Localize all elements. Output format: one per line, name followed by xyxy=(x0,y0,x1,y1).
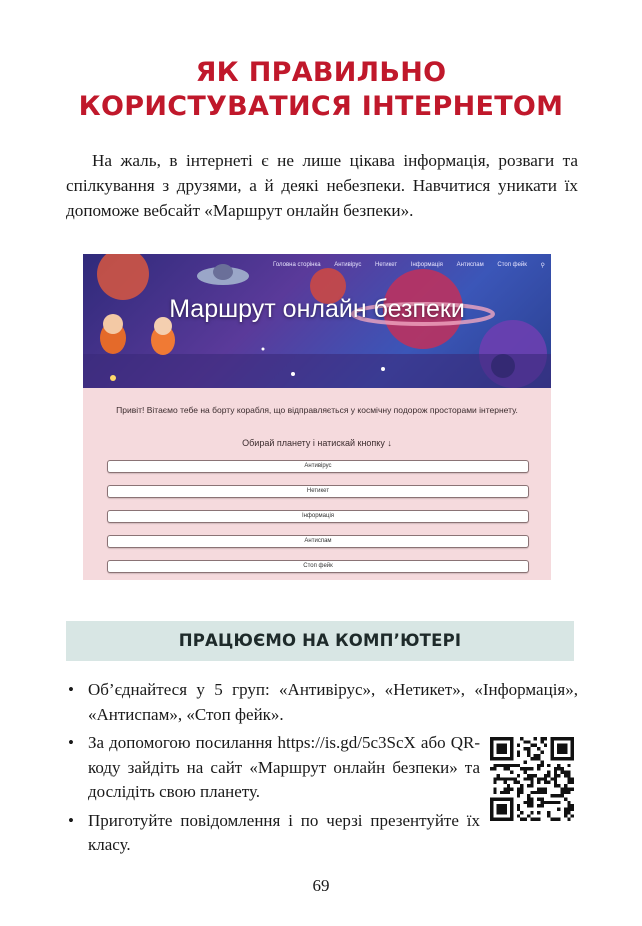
page-title: ЯК ПРАВИЛЬНО КОРИСТУВАТИСЯ ІНТЕРНЕТОМ xyxy=(78,57,564,122)
site-nav-item[interactable]: Інформація xyxy=(410,262,443,268)
page-number: 69 xyxy=(312,876,330,895)
website-screenshot xyxy=(83,254,551,580)
site-nav xyxy=(273,262,545,269)
site-nav-item[interactable]: Антиспам xyxy=(456,262,484,268)
bullet-icon: • xyxy=(68,733,74,752)
site-nav-item[interactable]: Головна сторінка xyxy=(273,262,321,268)
qr-code-icon xyxy=(490,737,574,821)
list-item xyxy=(66,809,480,858)
site-content xyxy=(83,388,551,580)
section-header: ПРАЦЮЄМО НА КОМП’ЮТЕРІ xyxy=(66,621,574,661)
list-item-text: За допомогою посилання https://is.gd/5c3ScX або QR-коду зайдіть на сайт «Маршрут онлайн безпеки» та дослідіть свою планету. xyxy=(88,733,480,801)
planet-button-information[interactable]: Інформація xyxy=(107,510,529,523)
planet-button-antispam[interactable]: Антиспам xyxy=(107,535,529,548)
list-item-text: Об’єднайтеся у 5 груп: «Антивірус», «Нетикет», «Інформація», «Антиспам», «Стоп фейк». xyxy=(88,680,578,724)
site-hero-banner xyxy=(83,254,551,388)
list-item-text: Приготуйте повідомлення і по черзі презентуйте їх класу. xyxy=(88,810,480,854)
site-nav-item[interactable]: Нетикет xyxy=(375,262,398,268)
site-nav-item[interactable]: Антивірус xyxy=(334,262,362,268)
planet-button-stop-fake[interactable]: Стоп фейк xyxy=(107,560,529,573)
planet-button-netiquette[interactable]: Нетикет xyxy=(107,485,529,498)
site-choose-text: Обирай планету і натискай кнопку ↓ xyxy=(242,438,392,448)
search-icon[interactable]: ⚲ xyxy=(540,263,545,269)
bullet-icon: • xyxy=(68,810,74,830)
bullet-icon: • xyxy=(68,680,74,699)
planet-button-antivirus[interactable]: Антивірус xyxy=(107,460,529,473)
list-item xyxy=(66,678,578,727)
site-welcome-text: Привіт! Вітаємо тебе на борту корабля, що відправляється у космічну подорож просторами інтернету. xyxy=(116,405,518,415)
list-item xyxy=(66,731,480,805)
site-nav-item[interactable]: Стоп фейк xyxy=(497,262,527,268)
intro-paragraph: На жаль, в інтернеті є не лише цікава інформація, розваги та спілкування з друзями, а й деякі небезпеки. Навчитися уникати їх допоможе вебсайт «Маршрут онлайн безпеки». xyxy=(66,151,578,220)
site-hero-title: Маршрут онлайн безпеки xyxy=(169,295,465,323)
